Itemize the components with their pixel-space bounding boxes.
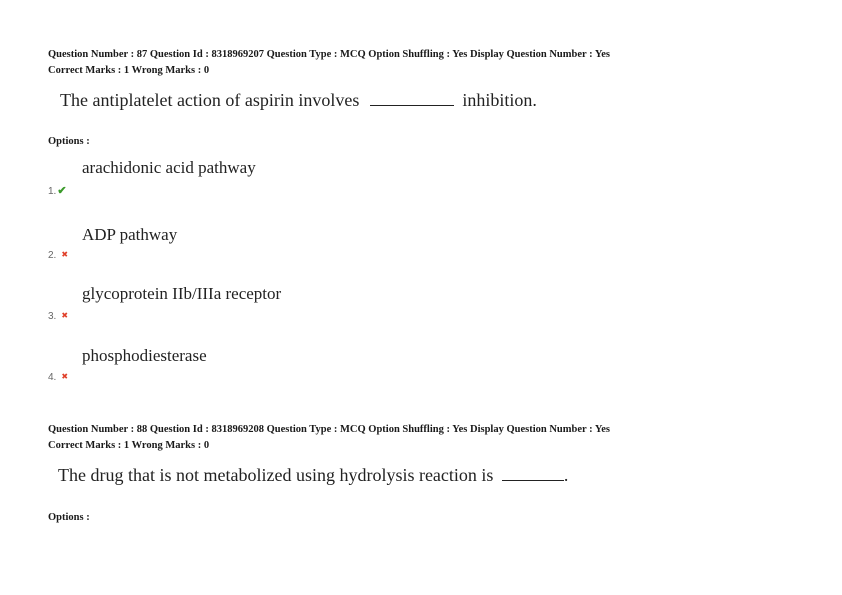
option-4-number	[48, 372, 68, 383]
option-2-text: ADP pathway	[82, 225, 178, 244]
option-4-label: 4.	[48, 372, 57, 383]
cross-icon: ✖	[61, 372, 69, 381]
answer-blank	[370, 104, 454, 106]
question-87-stem-suffix: inhibition.	[462, 90, 537, 110]
options-label: Options :	[48, 136, 90, 147]
option-3-number	[48, 311, 68, 322]
cross-icon: ✖	[61, 250, 69, 259]
question-88-stem	[58, 465, 568, 486]
option-1-number	[48, 184, 67, 197]
option-3-text: glycoprotein IIb/IIIa receptor	[82, 284, 282, 303]
cross-icon: ✖	[61, 311, 69, 320]
option-2-number	[48, 250, 68, 261]
question-88-marks: Correct Marks : 1 Wrong Marks : 0	[48, 440, 210, 451]
question-87-stem	[60, 90, 537, 111]
answer-blank	[502, 479, 564, 481]
check-icon: ✔	[57, 185, 67, 197]
option-1-label: 1.	[48, 186, 57, 197]
question-88-meta: Question Number : 88 Question Id : 8318969208 Question Type : MCQ Option Shuffling : Yes Display Question Number : Yes	[48, 424, 611, 435]
question-88-stem-text: The drug that is not metabolized using hydrolysis reaction is	[58, 465, 494, 485]
question-87-marks: Correct Marks : 1 Wrong Marks : 0	[48, 65, 210, 76]
option-3-label: 3.	[48, 311, 57, 322]
option-1-text: arachidonic acid pathway	[82, 158, 256, 177]
option-4-text: phosphodiesterase	[82, 346, 207, 365]
options-label: Options :	[48, 512, 90, 523]
question-87-meta: Question Number : 87 Question Id : 8318969207 Question Type : MCQ Option Shuffling : Yes Display Question Number : Yes	[48, 49, 611, 60]
question-87-stem-text: The antiplatelet action of aspirin involves	[60, 90, 360, 110]
question-88-stem-suffix: .	[563, 465, 569, 485]
option-2-label: 2.	[48, 250, 57, 261]
